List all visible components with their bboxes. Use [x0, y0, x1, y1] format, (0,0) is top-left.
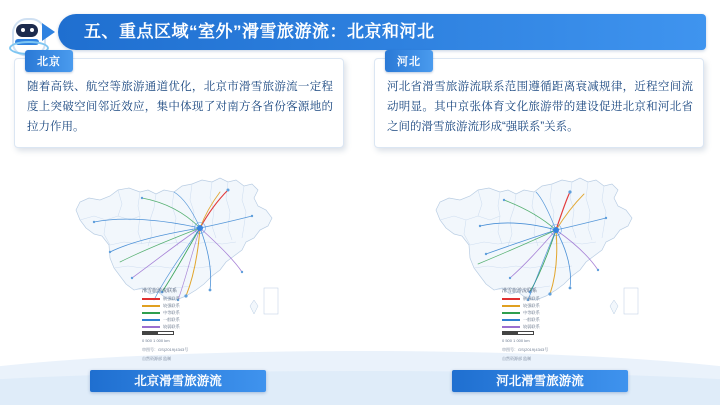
map-islands-beijing — [250, 288, 278, 314]
legend-label: 一般联系 — [163, 317, 180, 322]
map-scale-note: 0 500 1 000 km — [502, 338, 530, 343]
map-source-note: 审图号：GS(2019)4343号 — [142, 347, 189, 352]
region-tag-beijing: 北京 — [25, 50, 73, 72]
legend-title: 滑雪旅游流联系 — [502, 288, 538, 294]
map-source-note-2: 自然资源部 监制 — [142, 356, 172, 361]
legend-item — [142, 324, 238, 330]
column-hebei — [374, 58, 704, 148]
legend-swatch-icon — [502, 312, 520, 314]
legend-swatch-icon — [142, 319, 160, 321]
page-title: 五、重点区域“室外”滑雪旅游流：北京和河北 — [84, 22, 435, 41]
legend-swatch-icon — [142, 305, 160, 307]
legend-label: 一般联系 — [523, 317, 540, 322]
mascot-visor — [16, 24, 38, 37]
mascot-eye-left — [21, 28, 25, 32]
mascot-eye-right — [30, 28, 34, 32]
legend-item — [142, 317, 238, 323]
callout-beijing — [14, 58, 344, 148]
map-hebei — [374, 150, 704, 361]
legend-item — [502, 303, 598, 309]
callout-text-beijing: 随着高铁、航空等旅游通道优化，北京市滑雪旅游流一定程度上突破空间邻近效应，集中体现了对南方各省份客源地的拉力作用。 — [27, 81, 333, 133]
legend-label: 较强联系 — [163, 303, 180, 308]
legend-label: 较弱联系 — [163, 324, 180, 329]
legend-swatch-icon — [502, 298, 520, 300]
legend-label: 较强联系 — [523, 303, 540, 308]
caption-hebei: 河北滑雪旅游流 — [452, 370, 628, 392]
legend-item — [502, 296, 598, 302]
map-scale-bar — [502, 331, 534, 335]
map-islands-hebei — [610, 288, 638, 314]
map-legend-hebei — [502, 288, 598, 362]
caption-beijing: 北京滑雪旅游流 — [90, 370, 266, 392]
legend-item — [502, 324, 598, 330]
callout-hebei — [374, 58, 704, 148]
legend-title: 滑雪旅游流联系 — [142, 288, 178, 294]
map-legend-beijing — [142, 288, 238, 362]
legend-item — [502, 317, 598, 323]
region-tag-hebei: 河北 — [385, 50, 433, 72]
legend-swatch-icon — [502, 305, 520, 307]
legend-label: 极强联系 — [523, 296, 540, 301]
column-beijing — [14, 58, 344, 148]
legend-item — [142, 310, 238, 316]
legend-swatch-icon — [142, 298, 160, 300]
legend-item — [502, 310, 598, 316]
legend-label: 极强联系 — [163, 296, 180, 301]
play-arrow-icon — [42, 23, 55, 41]
legend-item — [142, 296, 238, 302]
map-source-note-2: 自然资源部 监制 — [502, 356, 532, 361]
legend-label: 较弱联系 — [523, 324, 540, 329]
legend-label: 中等联系 — [523, 310, 540, 315]
legend-swatch-icon — [142, 326, 160, 328]
map-scale-bar — [142, 331, 174, 335]
map-source-note: 审图号：GS(2019)4343号 — [502, 347, 549, 352]
map-china-outline — [436, 178, 632, 300]
map-china-outline — [76, 178, 272, 300]
map-beijing — [14, 150, 344, 361]
legend-swatch-icon — [502, 319, 520, 321]
legend-swatch-icon — [502, 326, 520, 328]
legend-item — [142, 303, 238, 309]
legend-swatch-icon — [142, 312, 160, 314]
callout-text-hebei: 河北省滑雪旅游流联系范围遵循距离衰减规律，近程空间流动明显。其中京张体育文化旅游带的建设促进北京和河北省之间的滑雪旅游流形成“强联系”关系。 — [387, 81, 693, 133]
legend-label: 中等联系 — [163, 310, 180, 315]
map-scale-note: 0 500 1 000 km — [142, 338, 170, 343]
